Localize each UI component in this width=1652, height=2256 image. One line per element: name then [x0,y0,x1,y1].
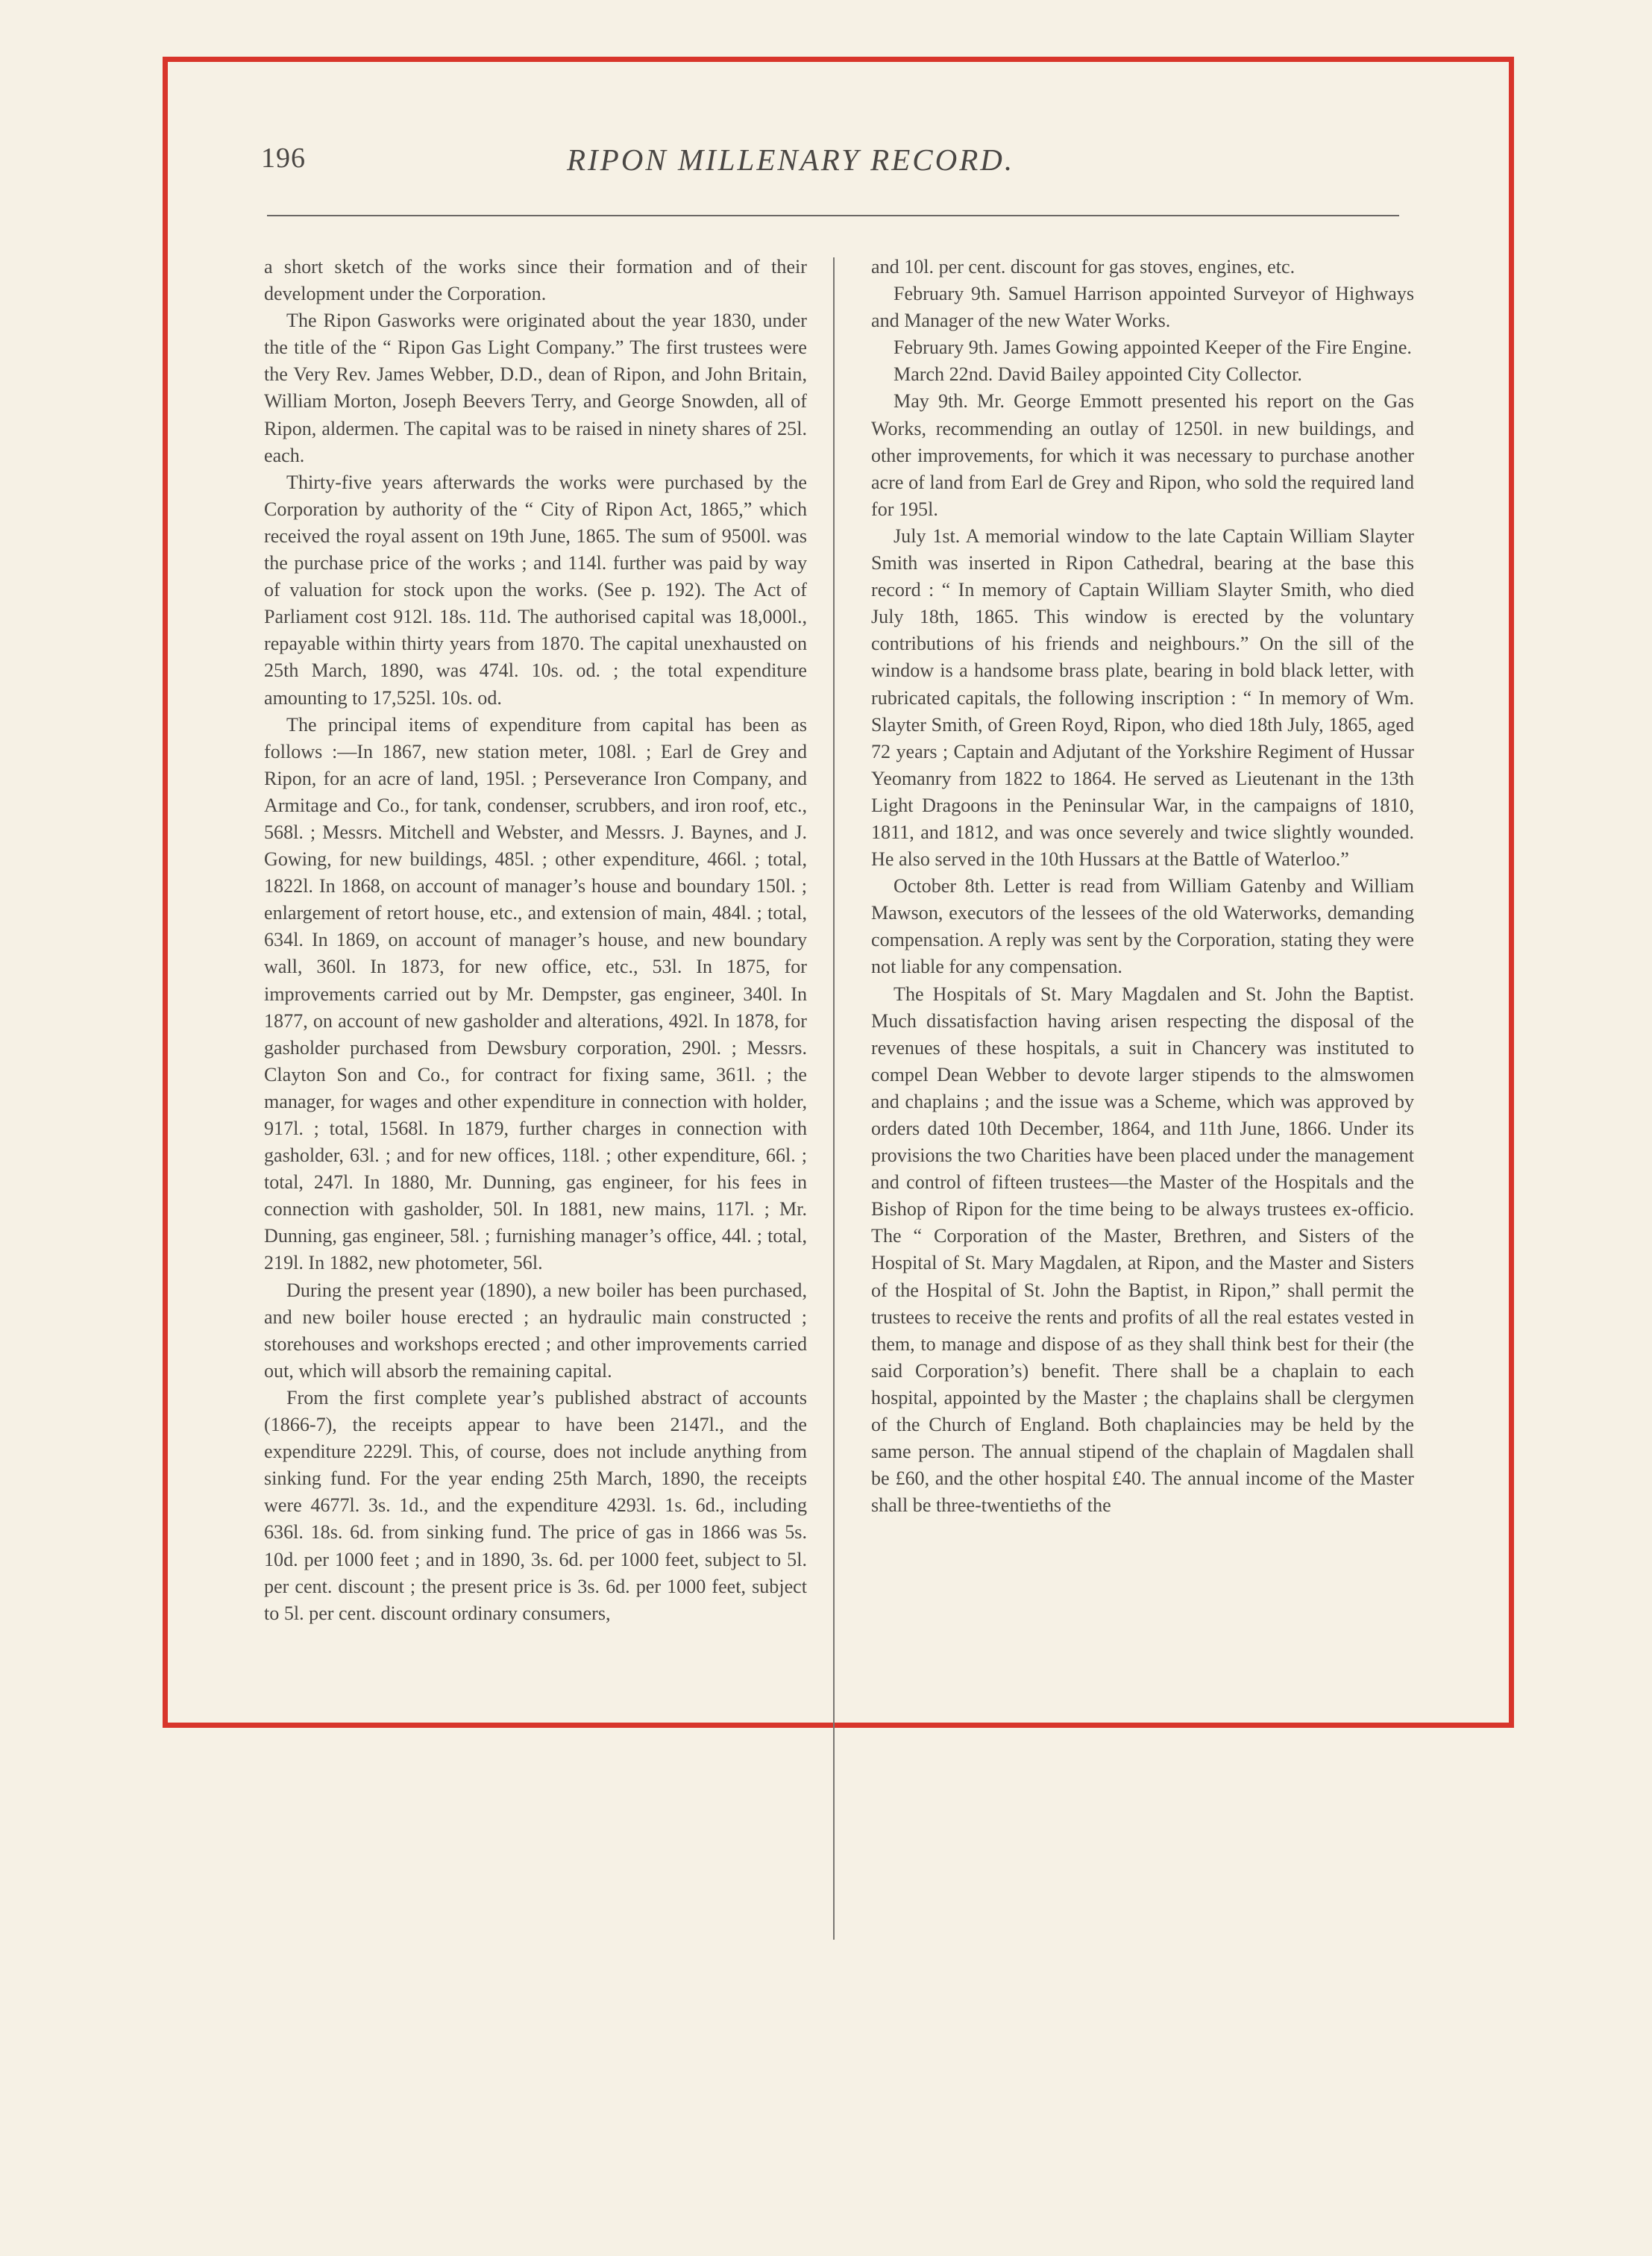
paragraph: The principal items of expenditure from capital has been as follows :—In 1867, new station meter, 108l. ; Earl de Grey and Ripon, for an acre of land, 195l. ; Perseverance Iron Company, and Armitage and Co., for tank, condenser, scrubbers, and iron roof, etc., 568l. ; Messrs. Mitchell and Webster, and Messrs. J. Baynes, and J. Gowing, for new buildings, 485l. ; other expenditure, 466l. ; total, 1822l. In 1868, on account of manager’s house and boundary 150l. ; enlargement of retort house, etc., and extension of main, 484l. ; total, 634l. In 1869, on account of manager’s house, and new boundary wall, 360l. In 1873, for new office, etc., 53l. In 1875, for improvements carried out by Mr. Dempster, gas engineer, 340l. In 1877, on account of new gasholder and alterations, 492l. In 1878, for gasholder purchased from Dewsbury corporation, 290l. ; Messrs. Clayton Son and Co., for contract for fixing same, 361l. ; the manager, for wages and other expenditure in connection with holder, 917l. ; total, 1568l. In 1879, further charges in connection with gasholder, 63l. ; and for new offices, 118l. ; other expenditure, 66l. ; total, 247l. In 1880, Mr. Dunning, gas engineer, for his fees in connection with gasholder, 50l. In 1881, new mains, 117l. ; Mr. Dunning, gas engineer, 58l. ; furnishing manager’s office, 44l. ; total, 219l. In 1882, new photometer, 56l. [264,713,807,1274]
paragraph: February 9th. James Gowing appointed Keeper of the Fire Engine. [893,336,1412,359]
paragraph: and 10l. per cent. discount for gas stoves, engines, etc. [871,256,1295,278]
column-divider [833,257,835,1940]
left-column [264,254,807,1627]
paragraph: The Hospitals of St. Mary Magdalen and St. John the Baptist. Much dissatisfaction having arisen respecting the disposal of the revenues of these hospitals, a suit in Chancery was instituted to compel Dean Webber to devote larger stipends to the almswomen and chaplains ; and the issue was a Scheme, which was approved by orders dated 10th December, 1864, and 11th June, 1866. Under its provisions the two Charities have been placed under the management and control of fifteen trustees—the Master of the Hospitals and the Bishop of Ripon for the time being to be always trustees ex-officio. The “ Corporation of the Master, Brethren, and Sisters of the Hospital of St. Mary Magdalen, at Ripon, and the Master and Sisters of the Hospital of St. John the Baptist, in Ripon,” shall permit the trustees to receive the rents and profits of all the real estates vested in them, to manage and dispose of as they shall think best for their (the said Corporation’s) benefit. There shall be a chaplain to each hospital, appointed by the Master ; the chaplains shall be clergymen of the Church of England. Both chaplaincies may be held by the same person. The annual stipend of the chaplain of Magdalen shall be £60, and the other hospital £40. The annual income of the Master shall be three-twentieths of the [871,983,1414,1517]
paragraph: Thirty-five years afterwards the works were purchased by the Corporation by authority of the “ City of Ripon Act, 1865,” which received the royal assent on 19th June, 1865. The sum of 9500l. was the purchase price of the works ; and 114l. further was paid by way of valuation for stock upon the works. (See p. 192). The Act of Parliament cost 912l. 18s. 11d. The authorised capital was 18,000l., repayable within thirty years from 1870. The capital unexhausted on 25th March, 1890, was 474l. 10s. od. ; the total expenditure amounting to 17,525l. 10s. od. [264,471,807,709]
page-header [261,142,1402,187]
paragraph: October 8th. Letter is read from William Gatenby and William Mawson, executors of the lessees of the old Waterworks, demanding compensation. A reply was sent by the Corporation, stating they were not liable for any compensation. [871,875,1414,978]
paragraph: From the first complete year’s published abstract of accounts (1866-7), the receipts appear to have been 2147l., and the expenditure 2229l. This, of course, does not include anything from sinking fund. For the year ending 25th March, 1890, the receipts were 4677l. 3s. 1d., and the expenditure 4293l. 1s. 6d., including 636l. 18s. 6d. from sinking fund. The price of gas in 1866 was 5s. 10d. per 1000 feet ; and in 1890, 3s. 6d. per 1000 feet, subject to 5l. per cent. discount ; the present price is 3s. 6d. per 1000 feet, subject to 5l. per cent. discount ordinary consumers, [264,1386,807,1624]
page-number: 196 [261,142,306,174]
paragraph: July 1st. A memorial window to the late Captain William Slayter Smith was inserted in Ripon Cathedral, bearing at the base this record : “ In memory of Captain William Slayter Smith, who died July 18th, 1865. This window is erected by the voluntary contributions of his friends and neighbours.” On the sill of the window is a handsome brass plate, bearing in bold black letter, with rubricated capitals, the following inscription : “ In memory of Wm. Slayter Smith, of Green Royd, Ripon, who died 18th July, 1865, aged 72 years ; Captain and Adjutant of the Yorkshire Regiment of Hussar Yeomanry from 1822 to 1864. He served as Lieutenant in the 13th Light Dragoons in the Peninsular War, in the campaigns of 1810, 1811, and 1812, and was once severely and twice slightly wounded. He also served in the 10th Hussars at the Battle of Waterloo.” [871,524,1414,871]
paragraph: February 9th. Samuel Harrison appointed Surveyor of Highways and Manager of the new Water Works. [871,283,1414,332]
paragraph: March 22nd. David Bailey appointed City Collector. [893,363,1302,386]
paragraph: May 9th. Mr. George Emmott presented his report on the Gas Works, recommending an outlay of 1250l. in new buildings, and other improvements, for which it was necessary to purchase another acre of land from Earl de Grey and Ripon, who sold the required land for 195l. [871,390,1414,520]
paragraph: During the present year (1890), a new boiler has been purchased, and new boiler house erected ; an hydraulic main constructed ; storehouses and workshops erected ; and other improvements carried out, which will absorb the remaining capital. [264,1279,807,1382]
running-title: RIPON MILLENARY RECORD. [567,142,1015,177]
paragraph: The Ripon Gasworks were originated about the year 1830, under the title of the “ Ripon Gas Light Company.” The first trustees were the Very Rev. James Webber, D.D., dean of Ripon, and John Britain, William Morton, Joseph Beevers Terry, and George Snowden, all of Ripon, aldermen. The capital was to be raised in ninety shares of 25l. each. [264,310,807,466]
header-rule [267,215,1399,216]
paragraph: a short sketch of the works since their formation and of their development under the Corporation. [264,256,807,305]
right-column [871,254,1414,1519]
